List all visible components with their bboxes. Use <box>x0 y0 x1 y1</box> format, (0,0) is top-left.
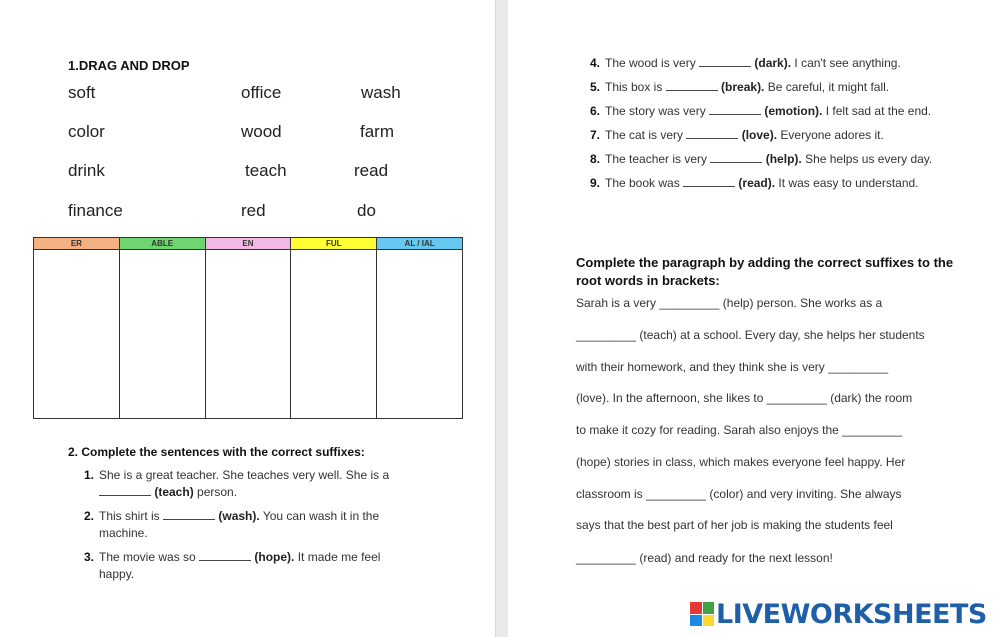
sentence-item: 1. She is a great teacher. She teaches very well. She is a (teach) person. <box>84 468 390 499</box>
sentence-item: 2. This shirt is (wash). You can wash it in the machine. <box>84 509 380 540</box>
draggable-word[interactable]: office <box>241 83 282 102</box>
suffix-sort-table <box>33 237 463 419</box>
answer-blank[interactable] <box>686 127 738 139</box>
answer-blank[interactable]: _________ <box>646 487 707 501</box>
drop-zone-able[interactable] <box>119 250 205 419</box>
draggable-word[interactable]: teach <box>245 161 287 180</box>
draggable-word[interactable]: red <box>241 201 266 220</box>
drop-zone-ful[interactable] <box>291 250 377 419</box>
liveworksheets-logo <box>690 597 987 631</box>
draggable-word[interactable]: wash <box>361 83 401 102</box>
logo-text: LIVEWORKSHEETS <box>716 598 987 630</box>
sentence-item: 8. The teacher is very (help). She helps us every day. <box>590 152 933 166</box>
sentence-item: 7. The cat is very (love). Everyone adores it. <box>590 128 884 142</box>
header-able: ABLE <box>119 238 205 250</box>
logo-mark-icon <box>690 602 714 626</box>
answer-blank[interactable]: _________ <box>766 391 827 405</box>
answer-blank[interactable]: _________ <box>828 360 889 374</box>
sentence-item: 9. The book was (read). It was easy to understand. <box>590 176 919 190</box>
header-ful: FUL <box>291 238 377 250</box>
sentence-item: 5. This box is (break). Be careful, it might fall. <box>590 80 890 94</box>
sentences-title: 2. Complete the sentences with the correct suffixes: <box>68 445 365 459</box>
sentence-list-right <box>590 55 940 199</box>
paragraph-line: (love). In the afternoon, she likes to _________ (dark) the room <box>576 391 913 405</box>
paragraph-line: _________ (read) and ready for the next lesson! <box>576 551 833 565</box>
paragraph-line: says that the best part of her job is making the students feel <box>576 518 893 532</box>
paragraph-title: Complete the paragraph by adding the correct suffixes to the root words in brackets: <box>576 255 954 288</box>
answer-blank[interactable]: _________ <box>659 296 720 310</box>
draggable-word[interactable]: drink <box>68 161 105 180</box>
draggable-word[interactable]: farm <box>360 122 394 141</box>
header-en: EN <box>205 238 291 250</box>
sentence-item: 4. The wood is very (dark). I can't see anything. <box>590 56 901 70</box>
answer-blank[interactable]: _________ <box>576 328 637 342</box>
drop-zone-en[interactable] <box>205 250 291 419</box>
paragraph-line: classroom is _________ (color) and very inviting. She always <box>576 487 902 501</box>
paragraph-line: _________ (teach) at a school. Every day, she helps her students <box>576 328 925 342</box>
answer-blank[interactable] <box>163 508 215 520</box>
draggable-word[interactable]: color <box>68 122 105 141</box>
drop-zone-al-ial[interactable] <box>377 250 463 419</box>
answer-blank[interactable]: _________ <box>576 551 637 565</box>
answer-blank[interactable] <box>710 151 762 163</box>
paragraph-line: Sarah is a very _________ (help) person. She works as a <box>576 296 883 310</box>
draggable-word[interactable]: read <box>354 161 389 180</box>
paragraph-line: (hope) stories in class, which makes everyone feel happy. Her <box>576 455 906 469</box>
page-gutter <box>495 0 509 637</box>
paragraph-line: with their homework, and they think she is very _________ <box>576 360 889 374</box>
draggable-word[interactable]: do <box>357 201 376 220</box>
answer-blank[interactable] <box>709 103 761 115</box>
paragraph-line: to make it cozy for reading. Sarah also enjoys the _________ <box>576 423 903 437</box>
sentence-item: 6. The story was very (emotion). I felt sad at the end. <box>590 104 932 118</box>
draggable-word[interactable]: wood <box>241 122 282 141</box>
answer-blank[interactable]: _________ <box>842 423 903 437</box>
answer-blank[interactable] <box>199 549 251 561</box>
draggable-word[interactable]: soft <box>68 83 96 102</box>
header-er: ER <box>34 238 120 250</box>
answer-blank[interactable] <box>666 79 718 91</box>
answer-blank[interactable] <box>683 175 735 187</box>
sentence-item: 3. The movie was so (hope). It made me feel happy. <box>84 550 381 581</box>
sentence-list-left <box>84 467 414 590</box>
answer-blank[interactable] <box>699 55 751 67</box>
draggable-word[interactable]: finance <box>68 201 123 220</box>
drag-drop-title: 1.DRAG AND DROP <box>68 58 190 73</box>
header-al-ial: AL / IAL <box>377 238 463 250</box>
answer-blank[interactable] <box>99 484 151 496</box>
drop-zone-er[interactable] <box>34 250 120 419</box>
